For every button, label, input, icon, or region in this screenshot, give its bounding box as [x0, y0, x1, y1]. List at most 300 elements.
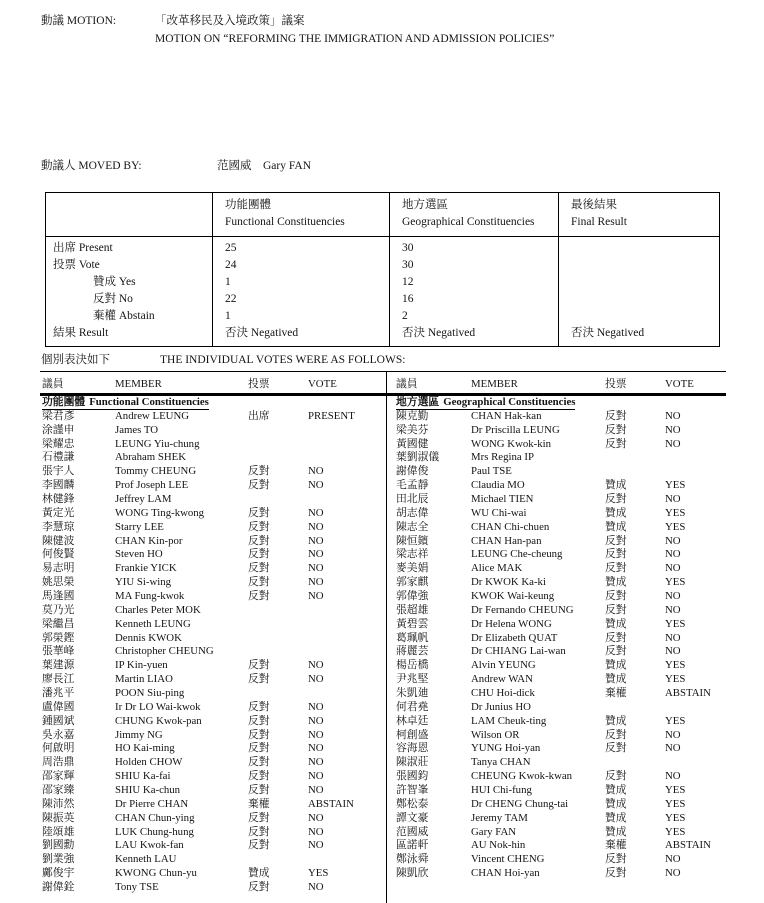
member-vote-english: NO	[665, 645, 681, 658]
member-name-chinese: 何君堯	[396, 700, 429, 713]
member-vote-row	[42, 812, 386, 826]
member-name-chinese: 郭榮鏗	[42, 631, 75, 644]
member-vote-row	[396, 618, 726, 632]
member-vote-chinese: 反對	[248, 589, 270, 602]
member-name-chinese: 柯創盛	[396, 728, 429, 741]
member-vote-english: NO	[308, 770, 324, 783]
mover-name-chinese: 范國威	[217, 160, 252, 172]
member-cn-header: 議員	[42, 378, 64, 390]
member-vote-chinese: 反對	[248, 825, 270, 838]
member-vote-chinese: 反對	[605, 534, 627, 547]
member-name-chinese: 葉劉淑儀	[396, 451, 440, 464]
member-vote-english: ABSTAIN	[665, 686, 711, 699]
member-vote-row	[396, 562, 726, 576]
member-name-english: CHAN Han-pan	[471, 534, 542, 547]
member-vote-english	[308, 451, 386, 465]
member-vote-chinese: 反對	[605, 548, 627, 561]
member-name-chinese: 陳沛然	[42, 797, 75, 810]
summary-gc-value: 16	[390, 291, 559, 308]
member-vote-row	[396, 701, 726, 715]
member-vote-row	[396, 812, 726, 826]
member-vote-english: NO	[665, 548, 681, 561]
member-name-english: Abraham SHEK	[115, 451, 187, 464]
member-vote-english: NO	[308, 673, 324, 686]
member-vote-row	[42, 493, 386, 507]
member-vote-chinese	[248, 493, 308, 507]
member-vote-row	[42, 604, 386, 618]
member-vote-row	[42, 521, 386, 535]
member-vote-row	[396, 798, 726, 812]
member-name-chinese: 鄭松泰	[396, 797, 429, 810]
member-vote-row	[396, 465, 726, 479]
member-name-english: WONG Kwok-kin	[471, 437, 552, 450]
member-name-chinese: 陸頌雄	[42, 825, 75, 838]
member-name-english: Jeremy TAM	[471, 811, 528, 824]
summary-final-value	[559, 274, 720, 291]
member-name-english: Holden CHOW	[115, 756, 183, 769]
summary-gc-value: 30	[390, 237, 559, 258]
member-vote-row	[42, 576, 386, 590]
member-vote-row	[42, 798, 386, 812]
member-vote-chinese: 贊成	[605, 797, 627, 810]
member-vote-chinese: 反對	[605, 853, 627, 866]
member-name-chinese: 陳志全	[396, 520, 429, 533]
member-vote-chinese: 反對	[605, 437, 627, 450]
member-name-english: Andrew LEUNG	[115, 409, 190, 422]
member-name-chinese: 吳永嘉	[42, 728, 75, 741]
summary-final-value	[559, 308, 720, 325]
member-name-english: Dr CHIANG Lai-wan	[471, 645, 566, 658]
member-vote-english: NO	[308, 784, 324, 796]
summary-fc-value: 1	[213, 274, 390, 291]
member-name-chinese: 譚文豪	[396, 811, 429, 824]
summary-final-value	[559, 237, 720, 258]
member-name-english: Starry LEE	[115, 520, 164, 533]
member-name-chinese: 麥美娟	[396, 562, 429, 575]
summary-fc-value: 25	[213, 237, 390, 258]
member-name-chinese: 鍾國斌	[42, 714, 75, 727]
member-vote-english: YES	[308, 867, 329, 880]
member-vote-chinese: 反對	[248, 548, 270, 561]
member-vote-english: NO	[308, 659, 324, 672]
member-vote-row	[42, 507, 386, 521]
member-name-english: AU Nok-hin	[471, 839, 526, 852]
member-name-chinese: 陳振英	[42, 811, 75, 824]
moved-by-line	[41, 159, 311, 174]
member-name-english: Gary FAN	[471, 825, 517, 838]
member-name-english: CHAN Hak-kan	[471, 409, 542, 422]
motion-titles	[155, 13, 554, 48]
member-name-chinese: 梁美芬	[396, 423, 429, 436]
member-vote-chinese: 反對	[248, 756, 270, 769]
functional-section-en: Functional Constituencies	[89, 395, 209, 408]
member-name-english: Michael TIEN	[471, 492, 534, 505]
motion-title-english: MOTION ON “REFORMING THE IMMIGRATION AND ADMISSION POLICIES”	[155, 32, 555, 45]
member-vote-chinese: 反對	[605, 562, 627, 575]
member-vote-row	[42, 451, 386, 465]
member-vote-chinese: 贊成	[605, 479, 627, 492]
member-vote-english: NO	[665, 770, 681, 783]
member-vote-chinese: 贊成	[605, 714, 627, 727]
summary-header-geographical-cn: 地方選區	[402, 199, 448, 211]
member-vote-row	[42, 826, 386, 840]
summary-row	[46, 325, 720, 347]
summary-header-geographical	[390, 193, 559, 237]
member-name-chinese: 許智峯	[396, 784, 429, 796]
member-vote-english	[308, 853, 386, 867]
member-vote-row	[42, 535, 386, 549]
member-vote-english	[308, 687, 386, 701]
member-vote-chinese: 反對	[248, 742, 270, 755]
member-vote-chinese: 反對	[248, 784, 270, 796]
member-name-chinese: 石禮謙	[42, 451, 75, 464]
member-vote-chinese	[605, 465, 665, 479]
member-vote-row	[42, 548, 386, 562]
summary-final-value	[559, 291, 720, 308]
summary-gc-value: 12	[390, 274, 559, 291]
summary-fc-value: 22	[213, 291, 390, 308]
functional-section-cn: 功能團體	[42, 395, 86, 408]
member-vote-chinese: 贊成	[605, 659, 627, 672]
summary-fc-value: 24	[213, 257, 390, 274]
member-vote-row	[42, 853, 386, 867]
member-vote-row	[396, 659, 726, 673]
geographical-member-rows	[396, 410, 726, 881]
member-name-english: HO Kai-ming	[115, 742, 175, 755]
member-en-header: MEMBER	[115, 378, 162, 390]
member-vote-chinese: 贊成	[605, 520, 627, 533]
member-vote-english	[665, 465, 726, 479]
member-vote-english	[665, 451, 726, 465]
member-name-english: Mrs Regina IP	[471, 451, 534, 464]
member-vote-row	[396, 756, 726, 770]
member-vote-english: NO	[308, 756, 324, 769]
member-name-english: WU Chi-wai	[471, 506, 527, 519]
member-name-chinese: 陳恒鑌	[396, 534, 429, 547]
summary-final-value	[559, 257, 720, 274]
member-vote-row	[396, 715, 726, 729]
moved-by-label: 動議人 MOVED BY:	[41, 160, 142, 172]
member-vote-english: NO	[665, 492, 681, 505]
member-vote-row	[396, 424, 726, 438]
member-name-english: Claudia MO	[471, 479, 525, 492]
member-vote-row	[42, 479, 386, 493]
member-vote-row	[396, 451, 726, 465]
individual-votes-table	[40, 371, 726, 903]
member-name-chinese: 鄭泳舜	[396, 853, 429, 866]
summary-header-final-cn: 最後結果	[571, 199, 617, 211]
member-vote-english: NO	[308, 576, 324, 589]
member-name-chinese: 尹兆堅	[396, 673, 429, 686]
member-name-chinese: 范國威	[396, 825, 429, 838]
member-vote-row	[396, 507, 726, 521]
member-vote-row	[396, 632, 726, 646]
summary-header-functional-cn: 功能團體	[225, 199, 271, 211]
member-vote-row	[396, 479, 726, 493]
member-vote-chinese	[248, 438, 308, 452]
member-vote-chinese: 反對	[605, 867, 627, 880]
member-name-english: Frankie YICK	[115, 562, 177, 575]
member-vote-chinese: 反對	[248, 506, 270, 519]
member-vote-chinese: 反對	[248, 659, 270, 672]
member-vote-row	[396, 521, 726, 535]
summary-table	[45, 192, 720, 347]
member-vote-row	[42, 424, 386, 438]
member-vote-english: NO	[308, 589, 324, 602]
member-name-chinese: 廖長江	[42, 673, 75, 686]
member-name-english: LEUNG Che-cheung	[471, 548, 563, 561]
member-name-english: Vincent CHENG	[471, 853, 545, 866]
member-name-english: Christopher CHEUNG	[115, 645, 214, 658]
member-vote-row	[42, 770, 386, 784]
member-name-chinese: 黃定光	[42, 506, 75, 519]
summary-row	[46, 257, 720, 274]
member-vote-chinese: 贊成	[248, 867, 270, 880]
member-name-english: Steven HO	[115, 548, 163, 561]
member-vote-chinese: 贊成	[605, 617, 627, 630]
member-name-chinese: 林健鋒	[42, 492, 75, 505]
member-name-english: KWOK Wai-keung	[471, 589, 555, 602]
member-cn-header: 議員	[396, 378, 418, 390]
member-vote-row	[396, 839, 726, 853]
member-vote-english: NO	[665, 562, 681, 575]
geographical-column-headers	[396, 372, 726, 396]
motion-header	[41, 13, 554, 48]
member-vote-english: NO	[665, 631, 681, 644]
individual-votes-heading	[41, 351, 405, 367]
member-name-chinese: 張華峰	[42, 645, 75, 658]
functional-column-headers	[42, 372, 386, 396]
member-vote-chinese: 反對	[248, 479, 270, 492]
member-name-english: KWONG Chun-yu	[115, 867, 197, 880]
member-vote-row	[396, 590, 726, 604]
member-vote-chinese: 棄權	[605, 686, 627, 699]
member-name-chinese: 陳克勤	[396, 409, 429, 422]
member-vote-english: NO	[665, 867, 681, 880]
member-vote-row	[396, 548, 726, 562]
mover-name-english: Gary FAN	[263, 160, 312, 172]
member-name-chinese: 葉建源	[42, 659, 75, 672]
member-name-chinese: 陳淑莊	[396, 756, 429, 769]
member-vote-row	[396, 645, 726, 659]
member-vote-chinese: 反對	[605, 603, 627, 616]
member-name-chinese: 何啟明	[42, 742, 75, 755]
member-name-chinese: 黃碧雲	[396, 617, 429, 630]
member-name-english: SHIU Ka-fai	[115, 770, 171, 783]
member-name-english: LAM Cheuk-ting	[471, 714, 547, 727]
member-vote-english: NO	[665, 437, 681, 450]
vote-cn-header: 投票	[605, 378, 627, 390]
member-vote-english: NO	[665, 853, 681, 866]
summary-table-body	[46, 237, 720, 347]
motion-title-chinese: 「改革移民及入境政策」議案	[155, 15, 305, 27]
member-vote-row	[396, 493, 726, 507]
member-name-english: Dr Junius HO	[471, 700, 531, 713]
individual-heading-chinese: 個別表決如下	[41, 354, 110, 366]
geographical-votes-column	[386, 372, 726, 903]
member-vote-chinese	[605, 756, 665, 770]
summary-gc-value: 否決 Negatived	[390, 325, 559, 347]
member-vote-chinese	[248, 632, 308, 646]
member-vote-chinese: 贊成	[605, 825, 627, 838]
member-vote-chinese	[248, 604, 308, 618]
member-name-english: LEUNG Yiu-chung	[115, 437, 200, 450]
member-name-chinese: 邵家輝	[42, 770, 75, 783]
member-name-english: Kenneth LAU	[115, 853, 177, 866]
member-vote-english: NO	[308, 548, 324, 561]
summary-header-row	[46, 193, 720, 237]
member-vote-chinese: 反對	[248, 839, 270, 852]
member-name-chinese: 梁繼昌	[42, 617, 75, 630]
member-vote-english: YES	[665, 479, 686, 492]
member-name-chinese: 謝偉俊	[396, 465, 429, 478]
member-vote-english: YES	[665, 659, 686, 672]
member-name-english: YUNG Hoi-yan	[471, 742, 541, 755]
member-vote-row	[396, 826, 726, 840]
member-name-english: LUK Chung-hung	[115, 825, 194, 838]
geographical-section-cn: 地方選區	[396, 395, 440, 408]
member-name-chinese: 李國麟	[42, 479, 75, 492]
member-name-chinese: 張超雄	[396, 603, 429, 616]
member-vote-english: NO	[308, 534, 324, 547]
member-name-english: Dr Pierre CHAN	[115, 797, 189, 810]
member-name-english: YIU Si-wing	[115, 576, 172, 589]
member-name-english: CHAN Chun-ying	[115, 811, 195, 824]
member-vote-row	[396, 576, 726, 590]
member-name-chinese: 容海恩	[396, 742, 429, 755]
member-vote-english: NO	[665, 534, 681, 547]
member-name-chinese: 田北辰	[396, 492, 429, 505]
summary-gc-value: 2	[390, 308, 559, 325]
member-vote-chinese: 反對	[248, 534, 270, 547]
member-name-chinese: 劉業強	[42, 853, 75, 866]
member-vote-row	[42, 687, 386, 701]
member-vote-english: NO	[308, 728, 324, 741]
member-vote-row	[42, 618, 386, 632]
member-name-chinese: 姚思榮	[42, 576, 75, 589]
member-vote-english: NO	[308, 465, 324, 478]
summary-row	[46, 274, 720, 291]
member-name-chinese: 胡志偉	[396, 506, 429, 519]
member-name-english: Paul TSE	[471, 465, 512, 478]
member-vote-english: YES	[665, 617, 686, 630]
member-name-english: CHU Hoi-dick	[471, 686, 535, 699]
member-vote-english: NO	[308, 506, 324, 519]
member-vote-row	[42, 742, 386, 756]
member-name-english: CHUNG Kwok-pan	[115, 714, 202, 727]
member-vote-row	[396, 729, 726, 743]
member-vote-chinese	[248, 618, 308, 632]
member-name-chinese: 郭偉強	[396, 589, 429, 602]
member-vote-english: YES	[665, 520, 686, 533]
member-vote-english	[308, 645, 386, 659]
summary-header-final	[559, 193, 720, 237]
member-en-header: MEMBER	[471, 378, 518, 390]
member-vote-chinese: 反對	[605, 589, 627, 602]
member-vote-row	[42, 701, 386, 715]
member-name-chinese: 易志明	[42, 562, 75, 575]
member-vote-chinese: 反對	[248, 881, 270, 894]
member-vote-row	[396, 687, 726, 701]
member-vote-chinese: 反對	[248, 465, 270, 478]
member-vote-row	[42, 673, 386, 687]
member-name-chinese: 梁耀忠	[42, 437, 75, 450]
member-name-chinese: 陳凱欣	[396, 867, 429, 880]
member-name-chinese: 莫乃光	[42, 603, 75, 616]
member-vote-english: NO	[665, 589, 681, 602]
member-name-english: Alvin YEUNG	[471, 659, 536, 672]
member-name-english: Dr Priscilla LEUNG	[471, 423, 560, 436]
member-name-chinese: 楊岳橋	[396, 659, 429, 672]
member-vote-row	[42, 756, 386, 770]
member-vote-english: NO	[308, 742, 324, 755]
member-vote-english: NO	[308, 562, 324, 575]
member-vote-english: NO	[665, 603, 681, 616]
member-vote-chinese: 反對	[605, 645, 627, 658]
member-vote-row	[42, 881, 386, 895]
member-vote-english: NO	[665, 728, 681, 741]
member-name-chinese: 何俊賢	[42, 548, 75, 561]
member-name-english: Dr KWOK Ka-ki	[471, 576, 546, 589]
member-vote-chinese: 反對	[605, 631, 627, 644]
member-name-chinese: 林卓廷	[396, 714, 429, 727]
member-vote-row	[42, 659, 386, 673]
member-vote-english: NO	[308, 714, 324, 727]
member-vote-chinese: 贊成	[605, 811, 627, 824]
member-vote-chinese: 反對	[248, 562, 270, 575]
member-vote-row	[42, 465, 386, 479]
member-name-english: James TO	[115, 423, 159, 436]
member-vote-row	[42, 784, 386, 798]
member-name-english: Tanya CHAN	[471, 756, 531, 769]
member-vote-english: NO	[665, 742, 681, 755]
member-vote-english: NO	[308, 479, 324, 492]
member-name-english: Jeffrey LAM	[115, 492, 172, 505]
member-vote-english: NO	[308, 520, 324, 533]
member-vote-english: NO	[308, 700, 324, 713]
member-vote-english: NO	[308, 825, 324, 838]
member-vote-chinese: 棄權	[248, 797, 270, 810]
summary-row-label: 出席 Present	[53, 242, 113, 254]
member-vote-chinese: 贊成	[605, 506, 627, 519]
member-name-chinese: 郭家麒	[396, 576, 429, 589]
member-vote-english: NO	[308, 881, 324, 894]
member-name-english: CHEUNG Kwok-kwan	[471, 770, 573, 783]
summary-final-value: 否決 Negatived	[559, 325, 720, 347]
member-name-chinese: 張國鈞	[396, 770, 429, 783]
member-name-english: Dr Fernando CHEUNG	[471, 603, 574, 616]
functional-votes-column	[40, 372, 386, 903]
summary-header-geographical-en: Geographical Constituencies	[402, 216, 535, 228]
member-vote-chinese: 反對	[248, 700, 270, 713]
member-vote-row	[42, 410, 386, 424]
geographical-section-header	[396, 396, 726, 410]
member-name-english: Dr CHENG Chung-tai	[471, 797, 569, 810]
vote-en-header: VOTE	[665, 378, 694, 390]
member-vote-row	[42, 867, 386, 881]
member-name-english: Tommy CHEUNG	[115, 465, 197, 478]
member-name-english: CHAN Kin-por	[115, 534, 183, 547]
member-vote-english	[308, 632, 386, 646]
member-name-chinese: 謝偉銓	[42, 881, 75, 894]
member-name-english: Jimmy NG	[115, 728, 163, 741]
member-vote-row	[396, 770, 726, 784]
member-name-chinese: 李慧琼	[42, 520, 75, 533]
member-name-english: SHIU Ka-chun	[115, 784, 181, 796]
summary-fc-value: 否決 Negatived	[213, 325, 390, 347]
member-vote-row	[396, 867, 726, 881]
vote-cn-header: 投票	[248, 378, 270, 390]
